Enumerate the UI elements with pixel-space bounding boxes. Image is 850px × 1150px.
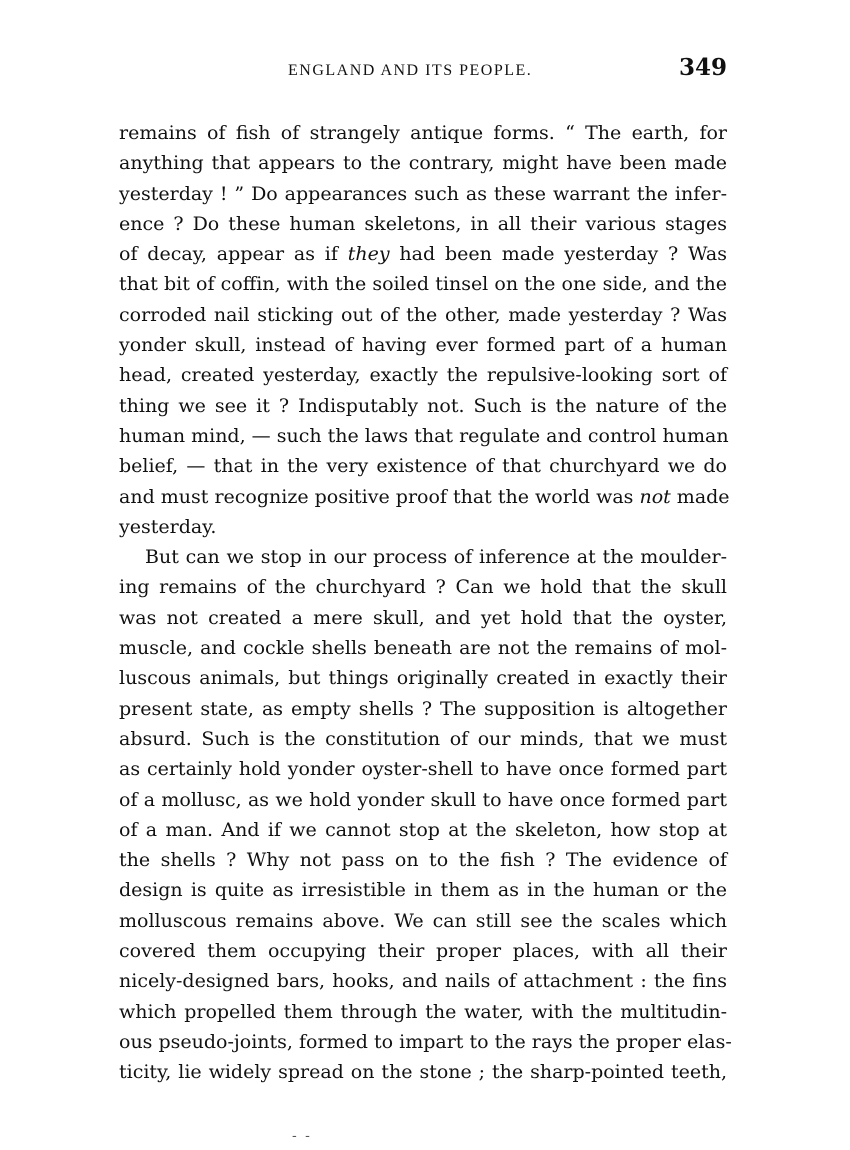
text-line-with-italic: and must recognize positive proof that the world was not made bbox=[119, 485, 730, 508]
text-line: ing remains of the churchyard ? Can we hold that the skull bbox=[119, 576, 727, 599]
text-line: yesterday ! ” Do appearances such as these warrant the infer- bbox=[119, 182, 727, 205]
text-line: head, created yesterday, exactly the repulsive-looking sort of bbox=[119, 364, 727, 387]
text-line: present state, as empty shells ? The supposition is altogether bbox=[119, 697, 727, 720]
text-line: anything that appears to the contrary, might have been made bbox=[119, 152, 727, 175]
text-line: yonder skull, instead of having ever formed part of a human bbox=[119, 334, 727, 357]
text-line: covered them occupying their proper places, with all their bbox=[119, 940, 727, 963]
text-line: design is quite as irresistible in them as in the human or the bbox=[119, 879, 727, 902]
text-line: as certainly hold yonder oyster-shell to have once formed part bbox=[119, 758, 727, 781]
page-number: 349 bbox=[679, 54, 728, 81]
text-line: yesterday. bbox=[119, 515, 217, 538]
text-line: that bit of coffin, with the soiled tinsel on the one side, and the bbox=[119, 273, 727, 296]
text-line-with-italic: of decay, appear as if they had been made yesterday ? Was bbox=[119, 243, 727, 266]
text-line: nicely-designed bars, hooks, and nails of attachment : the fins bbox=[119, 970, 727, 993]
text-line: which propelled them through the water, with the multitudin- bbox=[119, 1000, 727, 1023]
text-line: belief, — that in the very existence of that churchyard we do bbox=[119, 455, 727, 478]
text-line: ticity, lie widely spread on the stone ; the sharp-pointed teeth, bbox=[119, 1061, 727, 1084]
text-line: absurd. Such is the constitution of our minds, that we must bbox=[119, 727, 727, 750]
text-line: human mind, — such the laws that regulate and control human bbox=[119, 424, 729, 447]
body-text bbox=[119, 118, 732, 1088]
paragraph-start-line: But can we stop in our process of inference at the moulder- bbox=[145, 546, 727, 569]
text-line: of a man. And if we cannot stop at the skeleton, how stop at bbox=[119, 818, 727, 841]
text-line: of a mollusc, as we hold yonder skull to have once formed part bbox=[119, 788, 727, 811]
text-line: ous pseudo-joints, formed to impart to the rays the proper elas- bbox=[119, 1030, 732, 1053]
signature-mark: - - bbox=[292, 1128, 312, 1144]
text-line: was not created a mere skull, and yet hold that the oyster, bbox=[119, 606, 727, 629]
text-line: luscous animals, but things originally created in exactly their bbox=[119, 667, 727, 690]
text-line: thing we see it ? Indisputably not. Such is the nature of the bbox=[119, 394, 727, 417]
running-title: ENGLAND AND ITS PEOPLE. bbox=[288, 62, 533, 79]
text-line: remains of fish of strangely antique forms. “ The earth, for bbox=[119, 122, 727, 144]
italic-word: not bbox=[639, 485, 671, 508]
text-line: ence ? Do these human skeletons, in all their various stages bbox=[119, 212, 727, 235]
text-line: molluscous remains above. We can still see the scales which bbox=[119, 909, 727, 932]
text-line: corroded nail sticking out of the other, made yesterday ? Was bbox=[119, 303, 727, 326]
italic-word: they bbox=[347, 243, 390, 266]
text-line: muscle, and cockle shells beneath are not the remains of mol- bbox=[119, 637, 727, 660]
text-line: the shells ? Why not pass on to the fish ? The evidence of bbox=[119, 849, 727, 872]
